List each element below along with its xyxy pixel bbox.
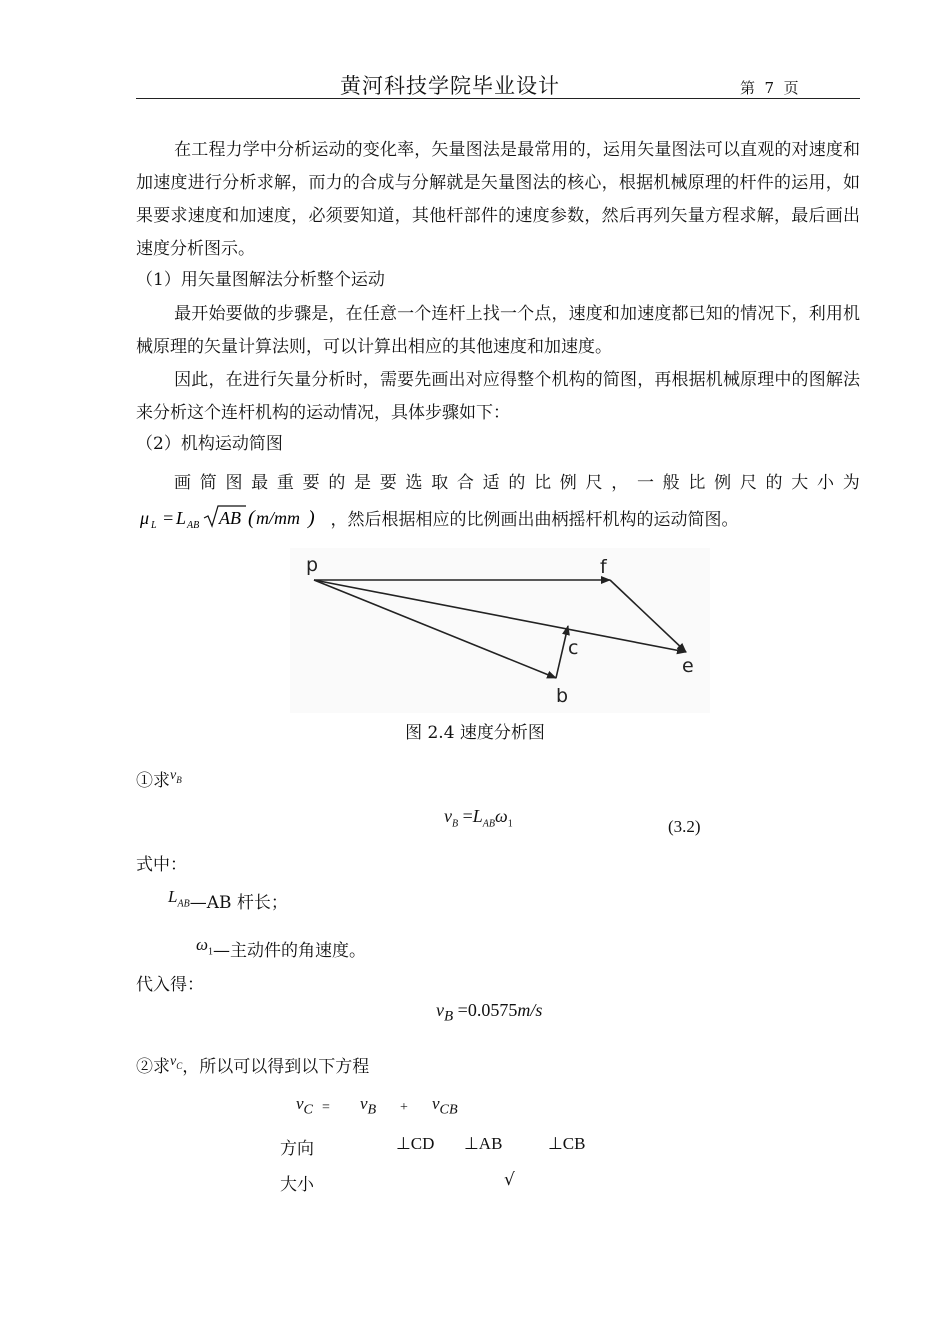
equation-number: (3.2): [668, 817, 701, 836]
char: 的: [765, 473, 783, 493]
char: 比: [688, 473, 706, 493]
char: 一: [636, 473, 654, 493]
svg-text:AB: AB: [187, 520, 200, 531]
label-f: f: [600, 556, 607, 578]
vector-equation-plus: +: [400, 1100, 408, 1115]
char: 是: [354, 473, 372, 493]
magnitude-label: 大小: [280, 1175, 314, 1195]
scale-formula-line: [138, 502, 739, 534]
paragraph-intro: 在工程力学中分析运动的变化率，矢量图法是最常用的，运用矢量图法可以直观的对速度和加速度进行分析求解，而力的合成与分解就是矢量图法的核心，根据机械原理的杆件的运用，如果要求速度和加速度，必须要知道，其他杆部件的速度参数，然后再列矢量方程求解，最后画出速度分析图示。: [136, 140, 860, 259]
svg-text:): ): [308, 507, 315, 529]
header-title: 黄河科技学院毕业设计: [340, 74, 560, 98]
char: 例: [559, 473, 577, 493]
char: 图: [225, 473, 243, 493]
direction-cd: ⊥CD: [396, 1134, 435, 1153]
svg-text:L: L: [176, 508, 187, 528]
equation-vb-value: $v_B =0.0575m/s$: [436, 1000, 543, 1025]
definition-omega: $\omega_1—$主动件的角速度。: [196, 935, 367, 961]
magnitude-known-check: √: [504, 1170, 515, 1190]
char: 最: [251, 473, 269, 493]
char: 取: [431, 473, 449, 493]
paragraph-scale-line: [174, 468, 860, 493]
char: 的: [508, 473, 526, 493]
label-p: p: [306, 554, 319, 576]
svg-text:m/mm: m/mm: [256, 508, 300, 528]
velocity-diagram-svg: [290, 548, 710, 713]
svg-text:L: L: [151, 520, 157, 531]
section-heading-1: （1）用矢量图解法分析整个运动: [136, 270, 385, 290]
equation-3-2: $v_B =L_{AB}\omega_1$: [444, 806, 513, 830]
step-1-sub: B: [176, 775, 182, 786]
char: 画: [174, 473, 191, 493]
scale-formula-graphic: [138, 502, 326, 534]
char: 般: [662, 473, 680, 493]
char: 合: [456, 473, 474, 493]
paragraph-analysis: 因此，在进行矢量分析时，需要先画出对应得整个机构的简图，再根据机械原理中的图解法来分析这个连杆机构的运动情况，具体步骤如下：: [136, 370, 860, 423]
vector-equation-vcb: $v_{CB}$: [432, 1094, 458, 1118]
page-number: 第 7 页: [740, 79, 799, 97]
char: 大: [791, 473, 809, 493]
scale-formula-tail: ，然后根据相应的比例画出曲柄摇杆机构的运动简图。: [330, 510, 739, 531]
header-divider: [136, 98, 860, 99]
char: 尺: [585, 473, 603, 493]
char: 小: [816, 473, 834, 493]
where-label: 式中：: [136, 855, 187, 875]
char: 比: [534, 473, 552, 493]
label-c: c: [568, 637, 579, 659]
char: 要: [379, 473, 397, 493]
direction-label: 方向: [280, 1139, 314, 1159]
direction-cb: ⊥CB: [548, 1134, 586, 1153]
char: 要: [302, 473, 320, 493]
char: 的: [328, 473, 346, 493]
step-1-label: ①求: [136, 771, 170, 791]
char: 例: [714, 473, 732, 493]
char: 为: [842, 473, 860, 493]
char: 重: [276, 473, 294, 493]
vector-equation-equals: =: [322, 1100, 330, 1115]
char: 选: [405, 473, 423, 493]
label-b: b: [556, 685, 569, 707]
step-2-heading: ②求$^{v_C}$，所以可以得到以下方程: [136, 1054, 370, 1077]
substitution-label: 代入得：: [136, 975, 204, 995]
vector-equation: $v_C$: [296, 1094, 313, 1118]
section-heading-2: （2）机构运动简图: [136, 434, 283, 454]
scale-formula: [138, 506, 331, 531]
definition-lab: $L_{AB}—AB$ 杆长；: [168, 887, 288, 913]
label-e: e: [682, 655, 694, 677]
svg-text:=: =: [162, 508, 175, 528]
char: 尺: [739, 473, 757, 493]
char: ，: [611, 473, 629, 493]
char: 适: [482, 473, 500, 493]
char: 简: [199, 473, 217, 493]
svg-text:AB: AB: [219, 508, 241, 528]
svg-text:μ: μ: [140, 508, 150, 528]
velocity-diagram: [290, 548, 710, 713]
step-1-var: v: [170, 768, 177, 784]
vector-equation-vb: $v_B$: [360, 1094, 377, 1118]
paragraph-steps: 最开始要做的步骤是，在任意一个连杆上找一个点，速度和加速度都已知的情况下，利用机械原理的矢量计算法则，可以计算出相应的其他速度和加速度。: [136, 304, 860, 357]
direction-ab: ⊥AB: [464, 1134, 503, 1153]
step-1-heading: [136, 766, 182, 791]
figure-caption: 图 2.4 速度分析图: [405, 723, 545, 743]
svg-text:(: (: [248, 507, 255, 529]
